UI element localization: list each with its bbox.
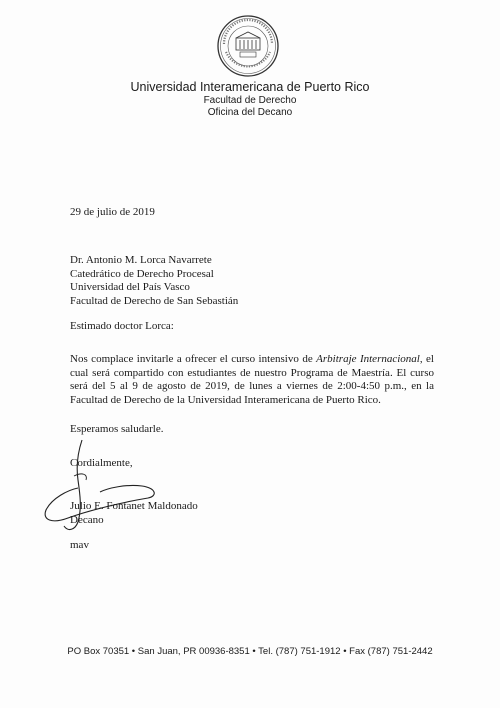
- body-line-1: [70, 353, 434, 367]
- body-line-3: será del 5 al 9 de agosto de 2019, de lunes a viernes de 2:00-4:50 p.m., en la: [70, 380, 434, 392]
- closing: Cordialmente,: [70, 457, 133, 469]
- recipient-faculty: Facultad de Derecho de San Sebastián: [70, 294, 239, 307]
- body-line-4: Facultad de Derecho de la Universidad Interamericana de Puerto Rico.: [70, 393, 381, 406]
- letter-date: 29 de julio de 2019: [70, 206, 155, 218]
- letter-body: [70, 353, 434, 407]
- university-seal-logo: [216, 14, 280, 78]
- letterhead: [0, 80, 500, 119]
- signer-name: Julio E. Fontanet Maldonado: [70, 500, 198, 512]
- typist-initials: mav: [70, 539, 89, 551]
- footer-contact: PO Box 70351 • San Juan, PR 00936-8351 • Tel. (787) 751-1912 • Fax (787) 751-2442: [67, 646, 433, 657]
- faculty-name: Facultad de Derecho: [203, 95, 297, 106]
- closing-line: Esperamos saludarle.: [70, 423, 164, 435]
- recipient-name: Dr. Antonio M. Lorca Navarrete: [70, 254, 212, 266]
- office-name: Oficina del Decano: [207, 107, 293, 118]
- body-text-pre: Nos complace invitarle a ofrecer el curso intensivo de: [70, 353, 317, 365]
- course-name: Arbitraje Internacional: [316, 353, 420, 365]
- institution-name: Universidad Interamericana de Puerto Rico: [130, 80, 370, 94]
- recipient-university: Universidad del País Vasco: [70, 281, 190, 293]
- salutation: Estimado doctor Lorca:: [70, 320, 174, 332]
- recipient-title: Catedrático de Derecho Procesal: [70, 267, 214, 280]
- body-line-2: cual será compartido con estudiantes de nuestro Programa de Maestría. El curso: [70, 366, 434, 379]
- body-text-post: , el: [419, 353, 434, 365]
- signer-title: Decano: [70, 514, 104, 526]
- recipient-address: [70, 254, 238, 308]
